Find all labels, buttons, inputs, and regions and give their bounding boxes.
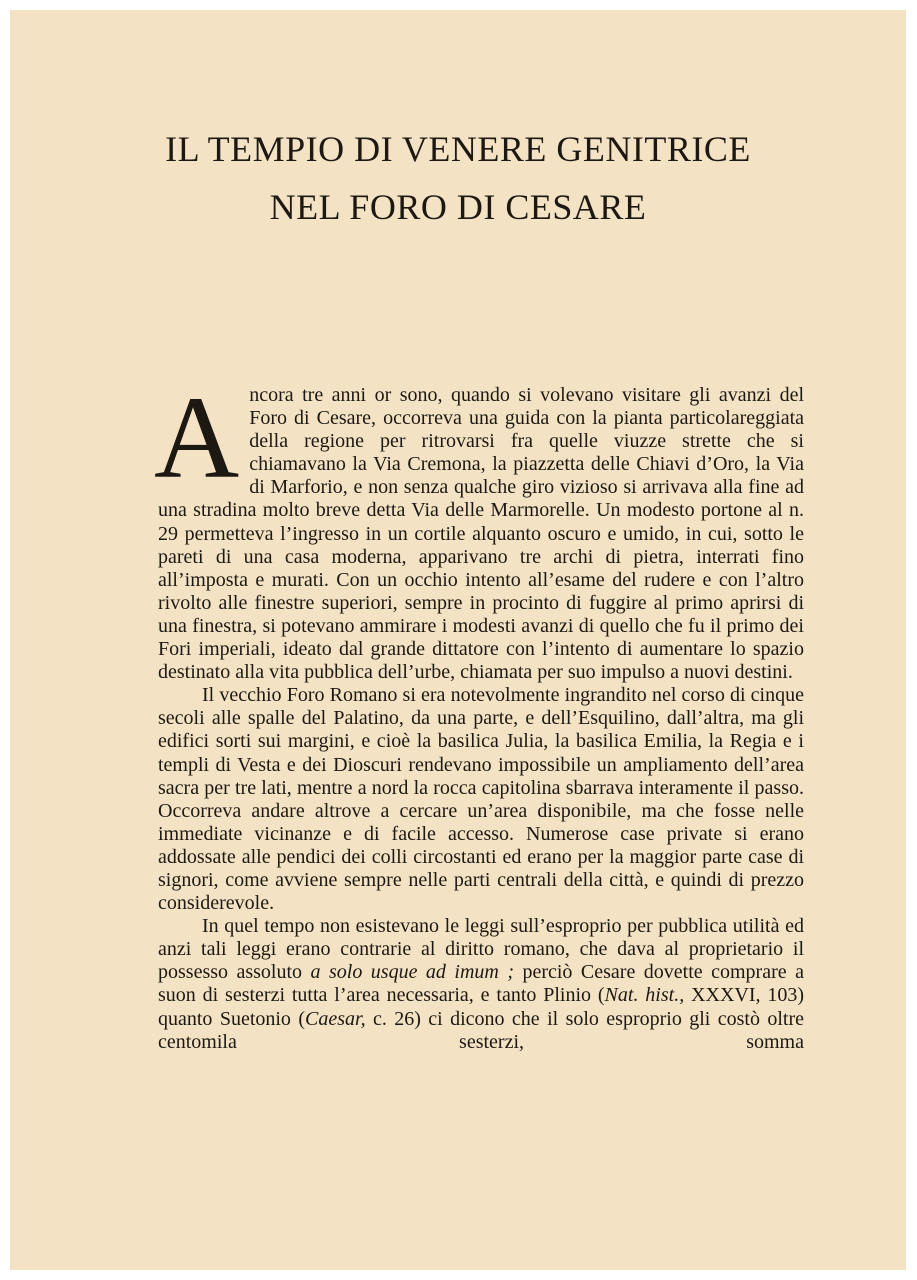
drop-cap: A [154, 372, 240, 503]
paragraph-3-text: In quel tempo non esistevano le leggi sull’esproprio per pubblica utilità ed anzi tali leggi erano contrarie al diritto romano, che dava al proprietario il possesso assoluto [158, 915, 804, 984]
citation-title: Nat. hist., [604, 984, 685, 1007]
paragraph-1-text: ncora tre anni or sono, quando si volevano visitare gli avanzi del Foro di Cesare, occorreva una guida con la pianta particolareggiata della regione per ritrovarsi fra quelle viuzze strette che si chiamavano la Via Cremona, la piazzetta delle Chiavi d’Oro, la Via di Marforio, e non senza qualche giro vizioso si arrivava alla fine ad una stradina molto breve detta Via delle Marmorelle. Un modesto portone al n. 29 permetteva l’ingresso in un cortile alquanto oscuro e umido, in cui, sotto le pareti di una casa moderna, apparivano tre archi di pietra, interrati fino all’imposta e murati. Con un occhio intento all’esame del rudere e con l’altro rivolto alle finestre superiori, sempre in procinto di fuggire al primo aprirsi di una finestra, si potevano ammirare i modesti avanzi di quello che fu il primo dei Fori imperiali, ideato dal grande dittatore con l’intento di aumentare lo spazio destinato alla vita pubblica dell’urbe, chiamata per suo impulso a nuovi destini. [158, 384, 804, 684]
paragraph-3-text: c. 26) ci dicono che il solo esproprio gli costò oltre centomila sesterzi, somma [158, 1007, 804, 1053]
title-line-1: IL TEMPIO DI VENERE GENITRICE [165, 129, 751, 169]
book-page [10, 10, 906, 1270]
paragraph-2: Il vecchio Foro Romano si era notevolmente ingrandito nel corso di cinque secoli alle spalle del Palatino, da una parte, e dell’Esquilino, dall’altra, ma gli edifici sorti sui margini, e cioè la basilica Julia, la basilica Emilia, la Regia e i templi di Vesta e dei Dioscuri rendevano impossibile un ampliamento dell’area sacra per tre lati, mentre a nord la rocca capitolina sbarrava interamente il passo. Occorreva andare altrove a cercare un’area disponibile, ma che fosse nelle immediate vicinanze e di facile accesso. Numerose case private si erano addossate alle pendici dei colli circostanti ed erano per la maggior parte case di signori, come avviene sempre nelle parti centrali della città, e quindi di prezzo considerevole. [158, 684, 804, 915]
paragraph-1 [154, 372, 804, 684]
paragraph-3-text: perciò Cesare dovette comprare a suon di sesterzi tutta l’area necessaria, e tanto Plinio ( [158, 961, 804, 1007]
body-text [154, 372, 805, 1054]
citation-title: Caesar, [305, 1007, 366, 1030]
latin-phrase: a solo usque ad imum ; [310, 961, 514, 984]
paragraph-3 [158, 915, 804, 1054]
paragraph-3-text: XXXVI, 103) quanto Suetonio ( [158, 984, 805, 1030]
title-line-2: NEL FORO DI CESARE [269, 187, 647, 227]
